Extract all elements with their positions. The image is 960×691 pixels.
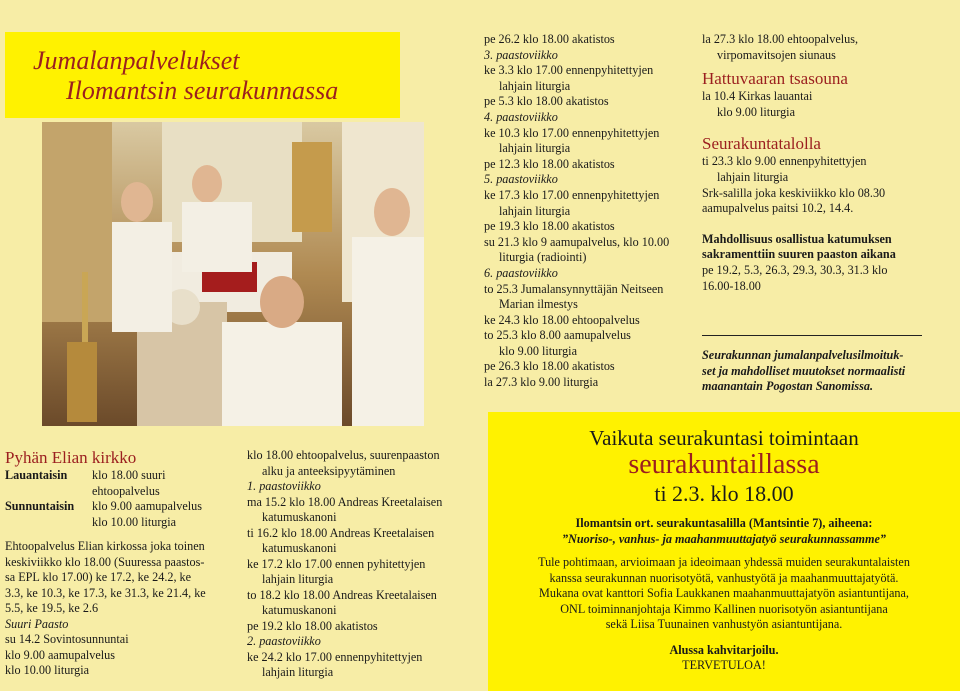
- schedule-line: liturgia (radiointi): [499, 250, 587, 265]
- saturday-label: Lauantaisin: [5, 468, 68, 482]
- title-box: [5, 32, 400, 118]
- schedule-line: sa EPL klo 17.00) ke 17.2, ke 24.2, ke: [5, 570, 192, 584]
- schedule-line: lahjain liturgia: [499, 203, 571, 218]
- church-service-photo: [42, 122, 424, 426]
- elia-heading: Pyhän Elian kirkko: [5, 448, 137, 467]
- schedule-line: ti 16.2 klo 18.00 Andreas Kreetalaisen: [247, 525, 435, 540]
- schedule-line: katumuskanoni: [262, 541, 337, 555]
- schedule-line: to 25.3 klo 8.00 aamupalvelus: [484, 328, 631, 343]
- info-para-2: kanssa seurakunnan nuorisotyötä, vanhustyötä ja maahanmuuttajatyötä.: [549, 570, 899, 585]
- schedule-line: klo 18.00 ehtoopalvelus, suurenpaaston: [247, 448, 440, 462]
- schedule-line: la 27.3 klo 18.00 ehtoopalvelus,: [702, 32, 859, 46]
- saturday-service: ehtoopalvelus: [92, 483, 160, 498]
- schedule-line: pe 19.2 klo 18.00 akatistos: [247, 618, 378, 633]
- schedule-column-2: [484, 32, 694, 391]
- saturday-time: klo 18.00 suuri: [92, 468, 166, 482]
- section-heading: 5. paastoviikko: [484, 172, 558, 187]
- info-para-4: ONL toiminnanjohtaja Kimmo Kallinen nuorisotyön asiantuntijana: [560, 601, 888, 616]
- sacrament-time: 16.00-18.00: [702, 278, 761, 293]
- schedule-line: aamupalvelus paitsi 10.2, 14.4.: [702, 201, 854, 216]
- elia-list: [5, 539, 237, 679]
- sacrament-line-2: sakramenttiin suuren paaston aikana: [702, 247, 896, 262]
- schedule-line: ke 3.3 klo 17.00 ennenpyhitettyjen: [484, 63, 654, 78]
- schedule-line: lahjain liturgia: [262, 572, 334, 586]
- schedule-line: la 27.3 klo 9.00 liturgia: [484, 375, 599, 390]
- section-heading: Suuri Paasto: [5, 616, 69, 631]
- schedule-line: ke 24.2 klo 17.00 ennenpyhitettyjen: [247, 649, 423, 664]
- parish-evening-box: [488, 412, 960, 691]
- info-para-3: Mukana ovat kanttori Sofia Laukkanen maahanmuuttajatyön asiantuntijana,: [539, 586, 909, 600]
- section-heading: 3. paastoviikko: [484, 47, 558, 62]
- schedule-line: pe 26.3 klo 18.00 akatistos: [484, 359, 615, 374]
- schedule-line: la 10.4 Kirkas lauantai: [702, 89, 813, 104]
- title-line-2: Ilomantsin seurakunnassa: [66, 76, 339, 105]
- schedule-line: lahjain liturgia: [262, 665, 334, 679]
- divider-line: [702, 335, 922, 336]
- schedule-line: Marian ilmestys: [499, 297, 578, 312]
- schedule-line: keskiviikko klo 18.00 (Suuressa paastos-: [5, 554, 205, 569]
- schedule-line: ti 23.3 klo 9.00 ennenpyhitettyjen: [702, 154, 867, 169]
- schedule-line: to 25.3 Jumalansynnyttäjän Neitseen: [484, 281, 664, 296]
- schedule-line: katumuskanoni: [262, 510, 337, 524]
- schedule-line: ma 15.2 klo 18.00 Andreas Kreetalaisen: [247, 494, 443, 509]
- schedule-line: klo 9.00 aamupalvelus: [5, 647, 116, 662]
- section-heading: 6. paastoviikko: [484, 265, 558, 280]
- schedule-line: pe 12.3 klo 18.00 akatistos: [484, 156, 615, 171]
- sunday-label: Sunnuntaisin: [5, 499, 75, 513]
- photo-illustration: [42, 122, 424, 426]
- hattuvaara-list: [702, 89, 930, 120]
- section-heading: 1. paastoviikko: [247, 479, 321, 493]
- lent-schedule-column: [247, 448, 477, 681]
- sunday-liturgy: klo 10.00 liturgia: [92, 514, 177, 529]
- schedule-line: ke 17.3 klo 17.00 ennenpyhitettyjen: [484, 187, 660, 202]
- schedule-line: su 21.3 klo 9 aamupalvelus, klo 10.00: [484, 234, 670, 249]
- schedule-line: ke 10.3 klo 17.00 ennenpyhitettyjen: [484, 125, 660, 140]
- schedule-line: katumuskanoni: [262, 603, 337, 617]
- schedule-line: ke 24.3 klo 18.00 ehtoopalvelus: [484, 312, 640, 327]
- elia-church-column: [5, 448, 237, 679]
- section-heading: 4. paastoviikko: [484, 109, 558, 124]
- info-coffee: Alussa kahvitarjoilu.: [669, 642, 779, 657]
- schedule-line: 5.5, ke 19.5, ke 2.6: [5, 601, 99, 615]
- notice-line-3: maanantain Pogostan Sanomissa.: [702, 379, 874, 394]
- info-date: ti 2.3. klo 18.00: [654, 481, 794, 506]
- info-heading: Vaikuta seurakuntasi toimintaan: [589, 426, 859, 450]
- schedule-line: alku ja anteeksipyytäminen: [262, 463, 396, 478]
- schedule-line: virpomavitsojen siunaus: [717, 47, 836, 62]
- info-para-1: Tule pohtimaan, arvioimaan ja ideoimaan yhdessä muiden seurakuntalaisten: [538, 555, 910, 569]
- schedule-line: lahjain liturgia: [499, 78, 571, 93]
- seurakuntatalo-list: [702, 154, 930, 216]
- info-para-5: sekä Liisa Tuunainen vanhustyön asiantuntijana.: [605, 617, 843, 631]
- section-heading: 2. paastoviikko: [247, 634, 321, 648]
- sunday-row: [5, 499, 237, 515]
- schedule-line: Srk-salilla joka keskiviikko klo 08.30: [702, 185, 886, 200]
- change-notice: [702, 348, 942, 395]
- schedule-line: ke 17.2 klo 17.00 ennen pyhitettyjen: [247, 556, 426, 571]
- schedule-line: pe 5.3 klo 18.00 akatistos: [484, 94, 609, 109]
- schedule-line: klo 10.00 liturgia: [5, 663, 90, 677]
- sacrament-dates: pe 19.2, 5.3, 26.3, 29.3, 30.3, 31.3 klo: [702, 262, 888, 277]
- info-event-name: seurakuntaillassa: [628, 449, 820, 480]
- schedule-line: lahjain liturgia: [717, 169, 789, 184]
- schedule-line: to 18.2 klo 18.00 Andreas Kreetalaisen: [247, 587, 437, 602]
- sacrament-notice: [702, 232, 930, 294]
- schedule-column-3: [702, 32, 930, 294]
- info-place: Ilomantsin ort. seurakuntasalilla (Mantsintie 7), aiheena:: [575, 516, 873, 530]
- palm-saturday-block: [702, 32, 930, 63]
- seurakuntatalo-heading: Seurakuntatalolla: [702, 134, 821, 154]
- schedule-line: su 14.2 Sovintosunnuntai: [5, 632, 129, 646]
- schedule-line: 3.3, ke 10.3, ke 17.3, ke 31.3, ke 21.4, ke: [5, 585, 206, 600]
- schedule-line: pe 26.2 klo 18.00 akatistos: [484, 32, 615, 46]
- notice-line-1: Seurakunnan jumalanpalvelusilmoituk-: [702, 348, 904, 362]
- schedule-line: lahjain liturgia: [499, 141, 571, 156]
- schedule-line: Ehtoopalvelus Elian kirkossa joka toinen: [5, 539, 205, 553]
- notice-line-2: set ja mahdolliset muutokset normaalisti: [702, 363, 906, 378]
- schedule-line: pe 19.3 klo 18.00 akatistos: [484, 219, 615, 234]
- sacrament-line-1: Mahdollisuus osallistua katumuksen: [702, 231, 892, 246]
- info-topic: ”Nuoriso-, vanhus- ja maahanmuuttajatyö seurakunnassamme”: [561, 531, 887, 546]
- info-welcome: TERVETULOA!: [682, 658, 766, 672]
- schedule-line: klo 9.00 liturgia: [499, 343, 577, 358]
- hattuvaara-heading: Hattuvaaran tsasouna: [702, 69, 848, 89]
- schedule-line: klo 9.00 liturgia: [717, 104, 795, 119]
- sunday-time: klo 9.00 aamupalvelus: [92, 499, 203, 513]
- saturday-row: [5, 468, 237, 484]
- title-line-1: Jumalanpalvelukset: [33, 46, 240, 75]
